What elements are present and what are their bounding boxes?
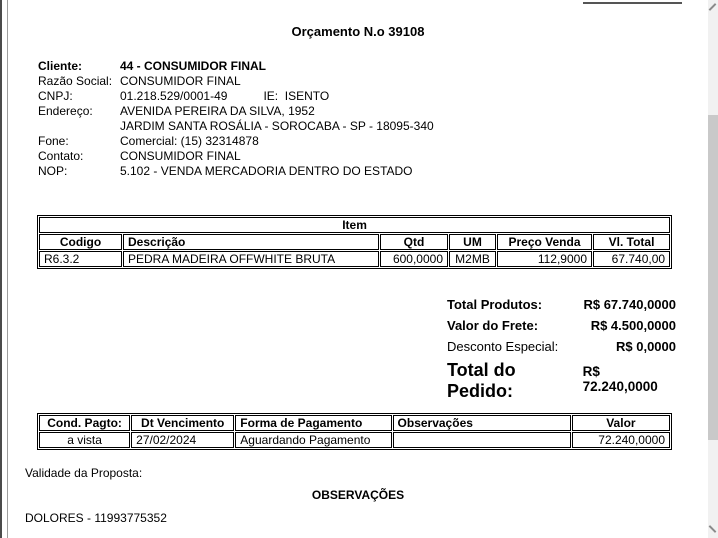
client-row-cnpj [38, 89, 434, 104]
client-value: CONSUMIDOR FINAL [120, 74, 241, 88]
column-header-preco-venda: Preço Venda [497, 234, 592, 250]
client-ie-value: IE: ISENTO [263, 89, 330, 103]
payment-cond-pagto: a vista [39, 432, 130, 448]
payment-forma-pagamento: Aguardando Pagamento [235, 432, 391, 448]
validity-label: Validade da Proposta: [25, 466, 143, 480]
client-value: CONSUMIDOR FINAL [120, 149, 241, 163]
column-header-valor: Valor [572, 415, 670, 431]
payment-valor: 72.240,0000 [572, 432, 670, 448]
client-value: 5.102 - VENDA MERCADORIA DENTRO DO ESTADO [120, 164, 413, 178]
client-row-contato [38, 149, 434, 164]
inner-frame-border [7, 0, 8, 538]
column-header-cond-pagto: Cond. Pagto: [39, 415, 130, 431]
item-table-group-header-row [39, 217, 670, 233]
left-frame-border [0, 0, 2, 538]
client-label: Razão Social: [38, 74, 113, 88]
vertical-scrollbar-thumb[interactable] [708, 115, 718, 440]
client-value: 01.218.529/0001-49 [120, 89, 228, 103]
column-header-qtd: Qtd [380, 234, 448, 250]
column-header-um: UM [449, 234, 496, 250]
column-header-observacoes: Observações [393, 415, 571, 431]
totals-row-desconto [447, 339, 676, 360]
page-title: Orçamento N.o 39108 [291, 24, 425, 39]
totals-row-frete [447, 318, 676, 339]
column-header-forma-pagamento: Forma de Pagamento [235, 415, 391, 431]
column-header-codigo: Codigo [39, 234, 122, 250]
total-produtos-label: Total Produtos: [447, 297, 543, 312]
client-info-block [38, 59, 434, 179]
totals-block [447, 297, 676, 401]
valor-frete-label: Valor do Frete: [447, 318, 539, 333]
column-header-vl-total: Vl. Total [593, 234, 670, 250]
item-qtd: 600,0000 [380, 251, 448, 267]
client-value: AVENIDA PEREIRA DA SILVA, 1952 [120, 104, 315, 118]
client-label [38, 119, 120, 134]
observations-title: OBSERVAÇÕES [311, 488, 405, 502]
total-produtos-value: R$ 67.740,0000 [583, 297, 676, 312]
table-row [39, 432, 670, 448]
totals-row-produtos [447, 297, 676, 318]
client-row-nop [38, 164, 434, 179]
client-row-razao-social [38, 74, 434, 89]
column-header-descricao: Descrição [123, 234, 379, 250]
column-header-dt-vencimento: Dt Vencimento [131, 415, 234, 431]
valor-frete-value: R$ 4.500,0000 [590, 318, 676, 333]
payment-dt-vencimento: 27/02/2024 [131, 432, 234, 448]
client-row-endereco-line2 [38, 119, 434, 134]
total-pedido-label: Total do Pedido: [447, 360, 516, 401]
client-label: Contato: [38, 149, 84, 163]
client-row-fone [38, 134, 434, 149]
observations-text: DOLORES - 11993775352 [25, 511, 167, 525]
item-table [37, 215, 672, 269]
client-value: JARDIM SANTA ROSÁLIA - SOROCABA - SP - 18095-340 [120, 119, 434, 133]
item-table-header-row [39, 234, 670, 250]
totals-row-total-pedido [447, 360, 676, 401]
item-vl-total: 67.740,00 [593, 251, 670, 267]
client-row-cliente [38, 59, 434, 74]
client-label: Cliente: [38, 59, 83, 73]
client-label: Endereço: [38, 104, 93, 118]
payment-observacoes [393, 432, 571, 448]
desconto-especial-label: Desconto Especial: [447, 339, 559, 354]
desconto-especial-value: R$ 0,0000 [616, 339, 676, 354]
top-divider-line [583, 2, 682, 4]
client-value: 44 - CONSUMIDOR FINAL [120, 59, 267, 73]
item-codigo: R6.3.2 [39, 251, 122, 267]
client-value: Comercial: (15) 32314878 [120, 134, 259, 148]
item-um: M2MB [449, 251, 496, 267]
client-label: NOP: [38, 164, 68, 178]
total-pedido-value: R$ 72.240,0000 [582, 364, 658, 394]
payment-table-header-row [39, 415, 670, 431]
payment-table [37, 413, 672, 450]
client-label: CNPJ: [38, 89, 73, 103]
table-row [39, 251, 670, 267]
client-row-endereco [38, 104, 434, 119]
item-descricao: PEDRA MADEIRA OFFWHITE BRUTA [123, 251, 379, 267]
item-table-group-header: Item [39, 217, 670, 233]
item-preco-venda: 112,9000 [497, 251, 592, 267]
client-label: Fone: [38, 134, 69, 148]
